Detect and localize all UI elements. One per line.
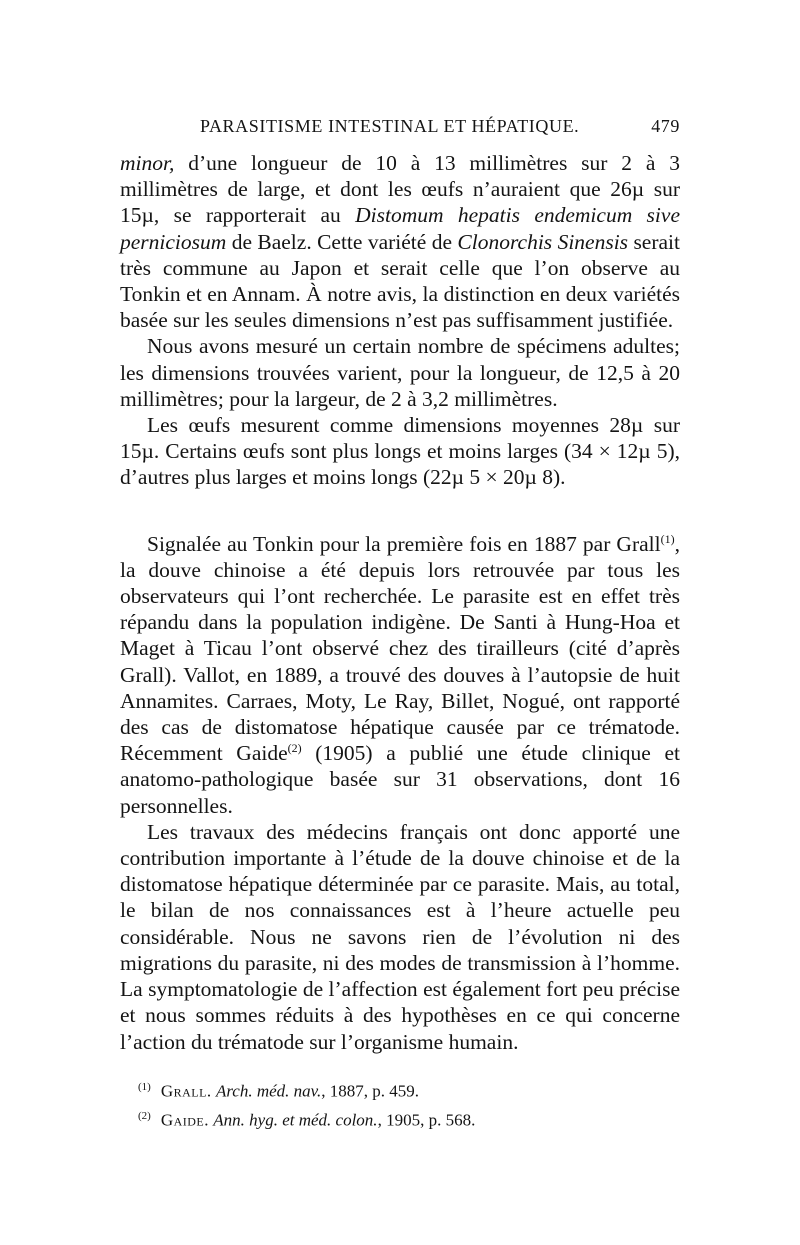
text-run: de Baelz. Cette variété de (226, 229, 458, 254)
italic-term: Distomum hepatis endemicum sive perniciosum (120, 203, 680, 254)
footnote-journal: Arch. méd. nav. (215, 1081, 322, 1101)
text-run: serait très commune au Japon et serait celle que l’on observe au Tonkin et en Annam. À notre avis, la distinction en deux variétés basée sur les seules dimensions n’est pas suffisamment justifiée. (120, 229, 680, 333)
italic-term: minor, (120, 151, 175, 175)
page-header (120, 112, 680, 142)
footnote (138, 1075, 678, 1104)
running-title: PARASITISME INTESTINAL ET HÉPATIQUE. (200, 116, 580, 136)
footnote-citation: , 1887, p. 459. (321, 1081, 419, 1101)
footnote-citation: , 1905, p. 568. (377, 1110, 476, 1130)
text-run: , la douve chinoise a été depuis lors retrouvée par tous les observateurs qui l’ont recherchée. Le parasite est en effet très répandu dans la population indigène. De Santi à Hung-Hoa et Maget à Ticau l’ont observé chez des tirailleurs (cité d’après Grall). Vallot, en 1889, a trouvé des douves à l’autopsie de huit Annamites. Carraes, Moty, Le Ray, Billet, Nogué, ont rapporté des cas de distomatose hépatique causée par ce trématode. Récemment Gaide (120, 531, 680, 766)
footnote-reference[interactable]: (2) (287, 741, 302, 756)
italic-term: Clonorchis Sinensis (457, 229, 629, 254)
paragraph: Les œufs mesurent comme dimensions moyennes 28µ sur 15µ. Certains œufs sont plus longs et moins larges (34 × 12µ 5), d’autres plus larges et moins longs (22µ 5 × 20µ 8). (120, 413, 680, 490)
paragraph (120, 150, 680, 333)
body-text (120, 150, 680, 1055)
text-run: d’une longueur de 10 à 13 millimètres sur 2 à 3 millimètres de large, et dont les œufs n’auraient que 26µ sur 15µ, se rapporterait au (120, 151, 680, 228)
footnote-mark: (1) (138, 1081, 151, 1093)
paragraph: Les travaux des médecins français ont donc apporté une contribution importante à l’étude de la douve chinoise et de la distomatose hépatique déterminée par ce parasite. Mais, au total, le bilan de nos connaissances est à l’heure actuelle peu considérable. Nous ne savons rien de l’évolution ni des migrations du parasite, ni des modes de transmission à l’homme. La symptomatologie de l’affection est également fort peu précise et nous sommes réduits à des hypothèses en ce qui concerne l’action du trématode sur l’organisme humain. (120, 819, 680, 1054)
text-run: (1905) a publié une étude clinique et anatomo-pathologique basée sur 31 observations, dont 16 personnelles. (120, 741, 680, 818)
footnote-journal: Ann. hyg. et méd. colon. (213, 1110, 378, 1130)
footnote (138, 1104, 678, 1133)
paragraph (120, 531, 680, 819)
page-number: 479 (651, 116, 680, 136)
text-run: Signalée au Tonkin pour la première fois en 1887 par Grall (147, 531, 661, 556)
section-break (120, 491, 680, 531)
footnote-mark: (2) (138, 1109, 151, 1122)
footnote-author: Gaide. (160, 1110, 210, 1130)
paragraph: Nous avons mesuré un certain nombre de spécimens adultes; les dimensions trouvées varient, pour la longueur, de 12,5 à 20 millimètres; pour la largeur, de 2 à 3,2 millimètres. (120, 334, 680, 411)
footnotes (138, 1075, 678, 1132)
footnote-reference[interactable]: (1) (660, 531, 675, 546)
footnote-author: Grall. (160, 1081, 212, 1101)
